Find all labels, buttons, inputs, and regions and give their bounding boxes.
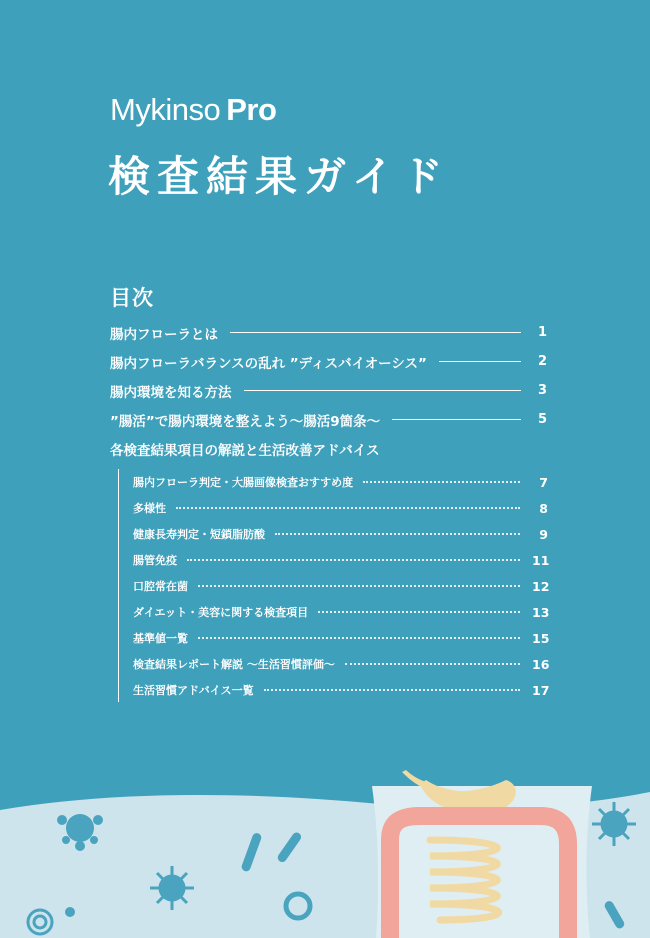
brand-suffix: Pro bbox=[226, 92, 277, 127]
toc-sub-item[interactable] bbox=[133, 495, 548, 521]
toc-item-label: 腸内フローラとは bbox=[110, 326, 218, 343]
intestine-illustration bbox=[0, 770, 650, 938]
toc-item-label: 各検査結果項目の解説と生活改善アドバイス bbox=[110, 442, 380, 459]
toc-page-number: 16 bbox=[532, 656, 550, 672]
toc-main-item[interactable] bbox=[110, 405, 547, 434]
toc-item-label: ”腸活”で腸内環境を整えよう～腸活9箇条～ bbox=[110, 413, 381, 430]
toc-page-number: 5 bbox=[537, 412, 547, 427]
toc-dotted-leader bbox=[345, 663, 520, 665]
toc-sub-item[interactable] bbox=[133, 521, 548, 547]
toc-leader-line bbox=[439, 361, 521, 362]
toc-page-number: 13 bbox=[532, 604, 550, 620]
toc-item-label: 腸内環境を知る方法 bbox=[110, 384, 232, 401]
toc-page-number: 11 bbox=[532, 552, 550, 568]
toc-dotted-leader bbox=[187, 559, 520, 561]
toc-dotted-leader bbox=[198, 585, 520, 587]
toc-item-label: 腸内フローラバランスの乱れ ”ディスバイオーシス” bbox=[110, 355, 427, 372]
toc-leader-line bbox=[230, 332, 521, 333]
toc-sub-item[interactable] bbox=[133, 599, 548, 625]
toc-sub-label: 基準値一覧 bbox=[133, 632, 188, 645]
toc-page-number: 2 bbox=[537, 354, 547, 369]
toc-page-number: 12 bbox=[532, 578, 550, 594]
toc-dotted-leader bbox=[318, 611, 520, 613]
toc-sub-item[interactable] bbox=[133, 677, 548, 703]
toc-sub-label: 検査結果レポート解説 ～生活習慣評価～ bbox=[133, 658, 335, 671]
toc-dotted-leader bbox=[275, 533, 520, 535]
toc-sub-item[interactable] bbox=[133, 573, 548, 599]
toc-page-number: 15 bbox=[532, 630, 550, 646]
toc-sub-item[interactable] bbox=[133, 651, 548, 677]
toc-dotted-leader bbox=[198, 637, 520, 639]
toc-main-item[interactable] bbox=[110, 318, 547, 347]
toc-sub-item[interactable] bbox=[133, 547, 548, 573]
toc-sub-item[interactable] bbox=[133, 469, 548, 495]
toc-main-item[interactable] bbox=[110, 376, 547, 405]
toc-page-number: 3 bbox=[537, 383, 547, 398]
toc-heading: 目次 bbox=[110, 286, 154, 310]
toc-main-list bbox=[110, 318, 547, 463]
brand-name: Mykinso bbox=[110, 92, 221, 127]
dot-bacteria bbox=[65, 907, 75, 917]
toc-dotted-leader bbox=[363, 481, 520, 483]
toc-sub-label: 腸内フローラ判定・大腸画像検査おすすめ度 bbox=[133, 476, 354, 489]
toc-sub-label: 腸管免疫 bbox=[133, 554, 177, 567]
toc-main-item[interactable] bbox=[110, 347, 547, 376]
toc-page-number: 7 bbox=[539, 474, 548, 490]
toc-sub-label: ダイエット・美容に関する検査項目 bbox=[133, 606, 309, 619]
toc-leader-line bbox=[392, 419, 521, 420]
toc-dotted-leader bbox=[264, 689, 520, 691]
toc-sub-label: 生活習慣アドバイス一覧 bbox=[133, 684, 254, 697]
toc-page-number: 1 bbox=[537, 325, 547, 340]
toc-sub-label: 多様性 bbox=[133, 502, 166, 515]
toc-page-number: 9 bbox=[539, 526, 548, 542]
toc-page-number: 17 bbox=[532, 682, 550, 698]
toc-main-item[interactable] bbox=[110, 434, 547, 463]
toc-dotted-leader bbox=[176, 507, 520, 509]
toc-sub-label: 口腔常在菌 bbox=[133, 580, 188, 593]
toc-sub-item[interactable] bbox=[133, 625, 548, 651]
toc-leader-line bbox=[244, 390, 522, 391]
toc-sub-list bbox=[133, 469, 548, 703]
toc-page-number: 8 bbox=[539, 500, 548, 516]
toc-sub-label: 健康長寿判定・短鎖脂肪酸 bbox=[133, 528, 265, 541]
brand-logo bbox=[110, 92, 276, 128]
toc-sub-section bbox=[118, 469, 548, 702]
page-title: 検査結果ガイド bbox=[108, 152, 450, 201]
